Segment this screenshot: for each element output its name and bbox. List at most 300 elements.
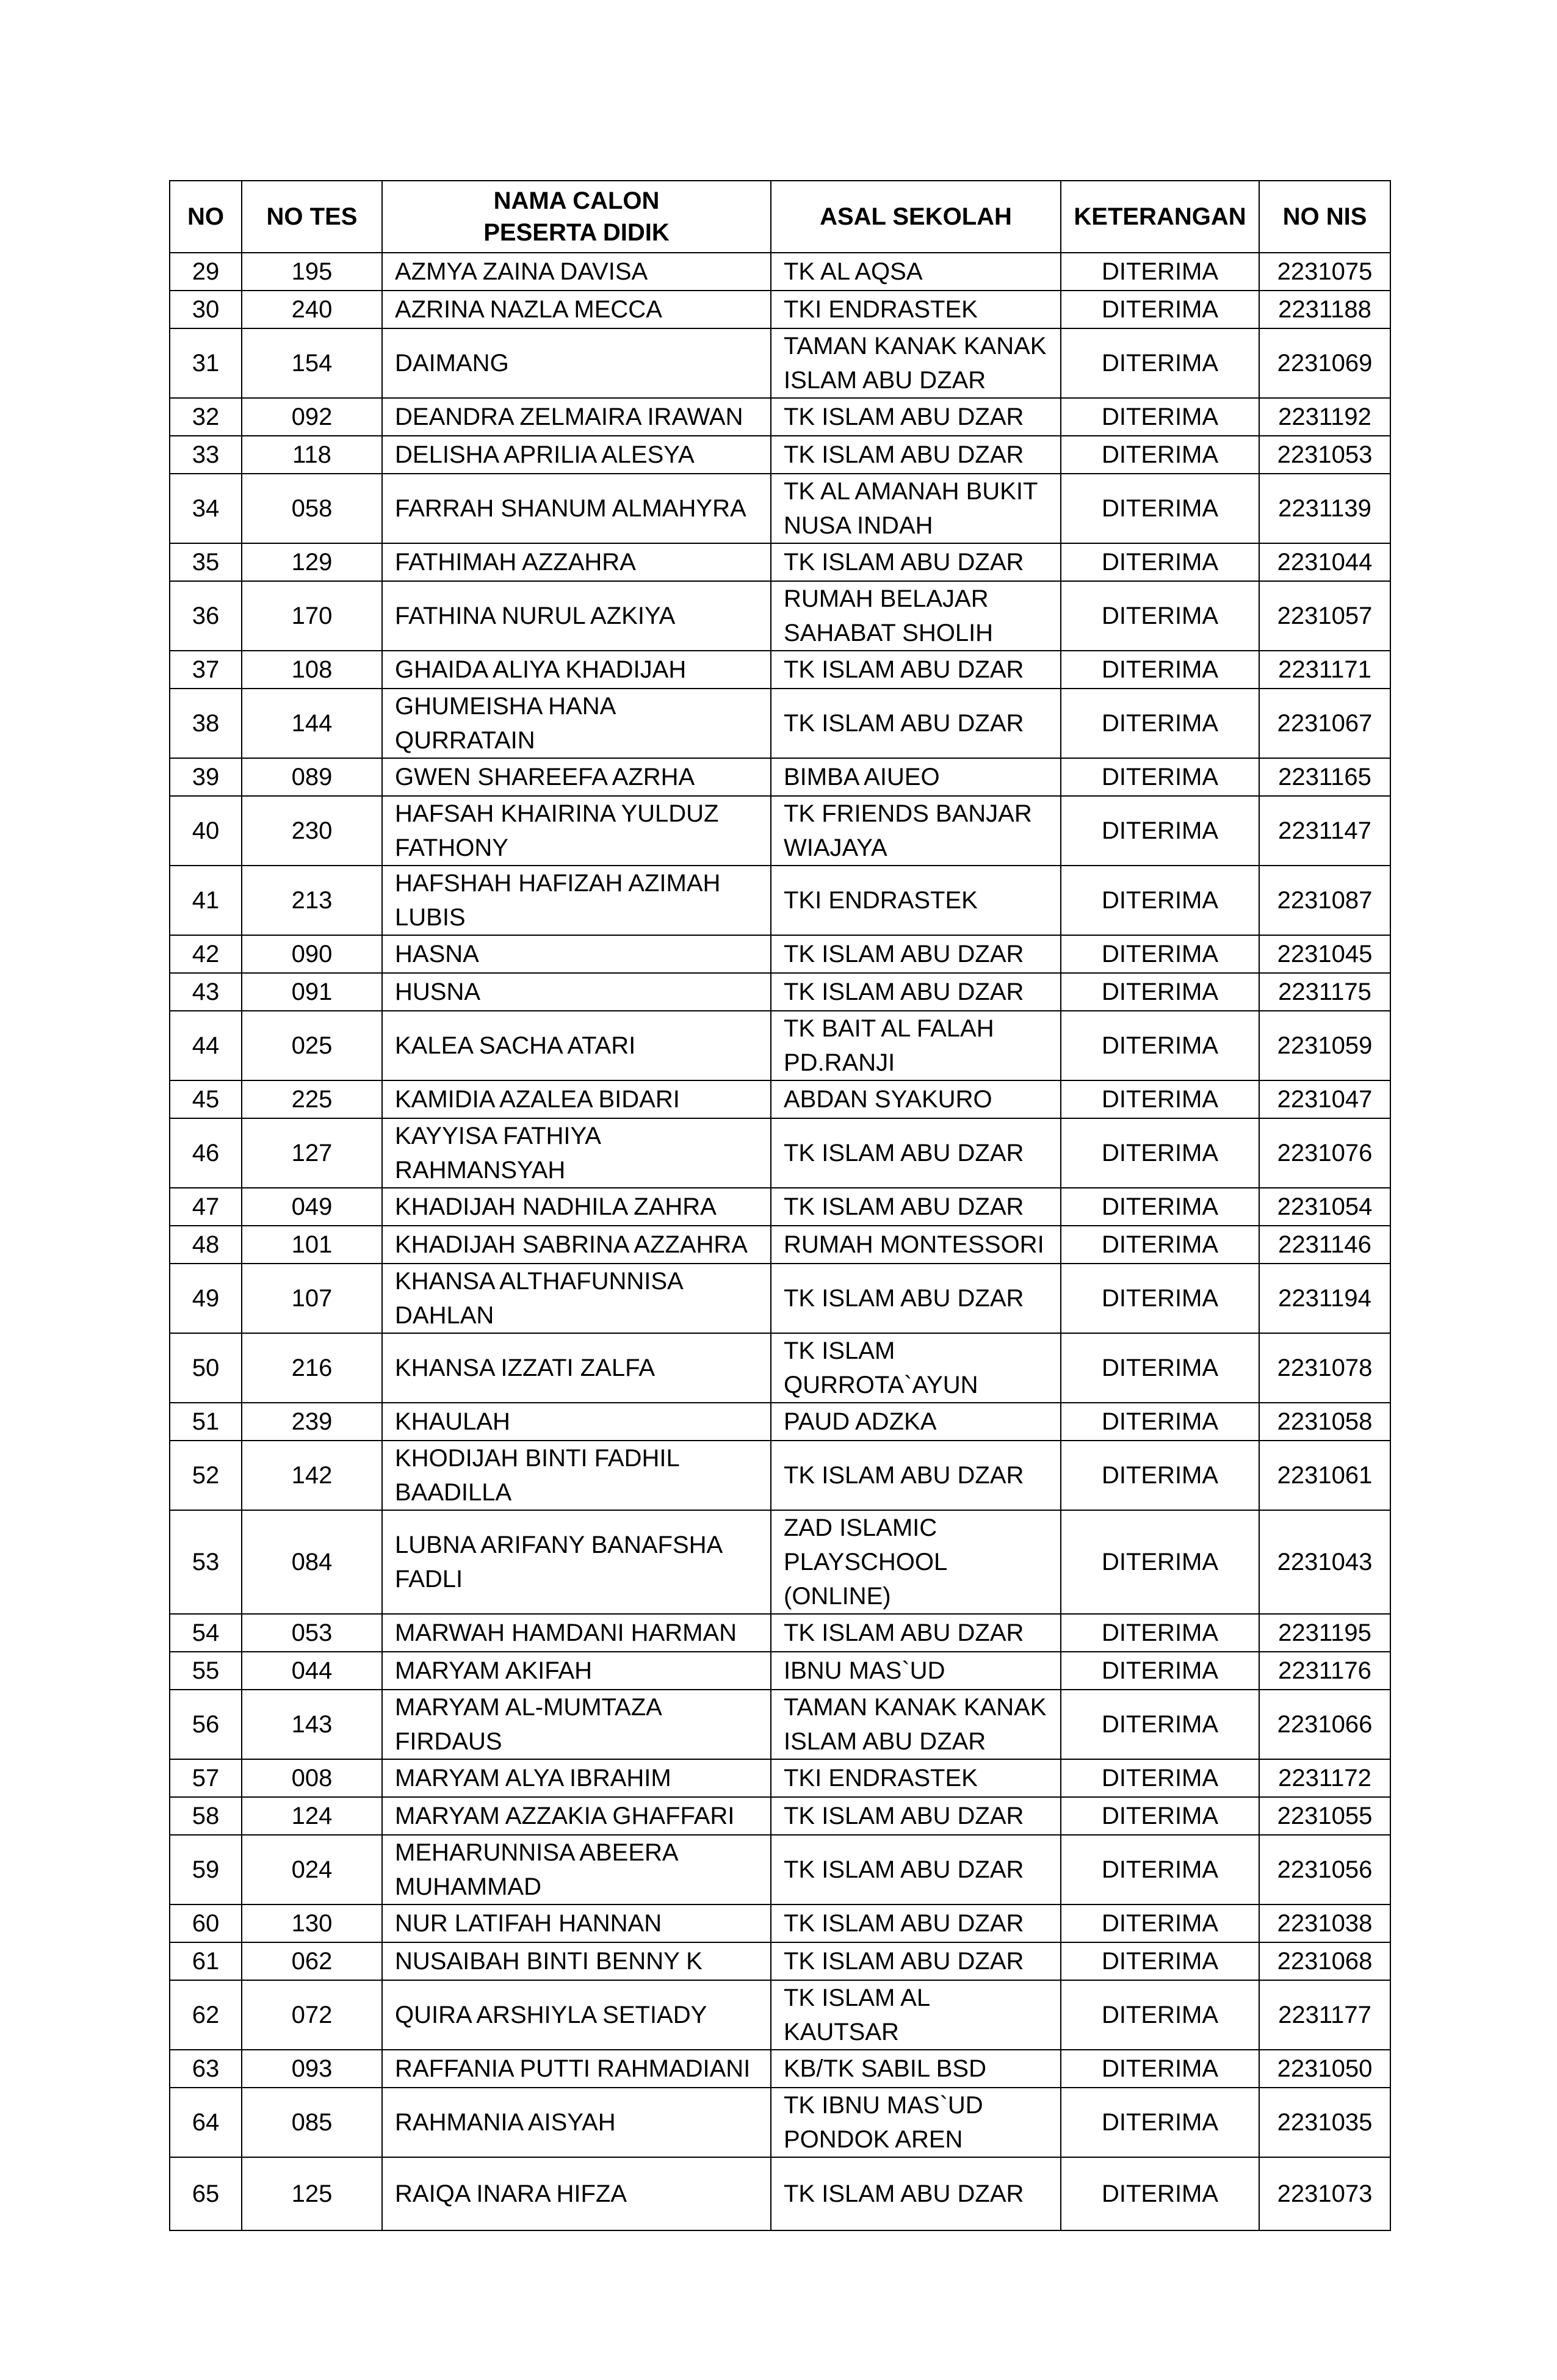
cell-asal-sekolah-line: ABDAN SYAKURO [784, 1086, 992, 1113]
cell-nama-line: FADLI [395, 1566, 463, 1593]
table-row [170, 581, 1390, 651]
cell-asal-sekolah-line: BIMBA AIUEO [784, 764, 940, 790]
cell-asal-sekolah [771, 543, 1061, 581]
cell-no: 45 [170, 1080, 242, 1118]
table-row [170, 973, 1390, 1011]
cell-no: 31 [170, 328, 242, 398]
cell-no-nis: 2231055 [1259, 1797, 1390, 1835]
cell-no-tes: 101 [242, 1226, 382, 1264]
cell-nama-line: AZMYA ZAINA DAVISA [395, 258, 648, 285]
cell-nama [382, 1759, 771, 1797]
cell-nama [382, 1188, 771, 1226]
cell-no-nis: 2231059 [1259, 1011, 1390, 1080]
cell-keterangan: DITERIMA [1061, 1188, 1259, 1226]
table-row [170, 1835, 1390, 1904]
cell-no-tes: 127 [242, 1118, 382, 1188]
cell-no-tes: 240 [242, 291, 382, 328]
cell-asal-sekolah-line: TK ISLAM ABU DZAR [784, 710, 1024, 737]
cell-asal-sekolah [771, 253, 1061, 291]
table-row [170, 436, 1390, 474]
cell-nama [382, 1690, 771, 1759]
cell-asal-sekolah-line: ZAD ISLAMIC [784, 1514, 937, 1541]
cell-nama [382, 1942, 771, 1980]
cell-nama [382, 1980, 771, 2050]
cell-nama-line: KHAULAH [395, 1408, 510, 1435]
cell-no-tes: 154 [242, 328, 382, 398]
cell-no: 52 [170, 1441, 242, 1510]
cell-keterangan: DITERIMA [1061, 935, 1259, 973]
cell-asal-sekolah-line: TK ISLAM ABU DZAR [784, 441, 1024, 468]
cell-no: 63 [170, 2050, 242, 2088]
cell-nama [382, 1011, 771, 1080]
cell-no: 43 [170, 973, 242, 1011]
cell-nama-line: GHAIDA ALIYA KHADIJAH [395, 656, 687, 683]
cell-asal-sekolah [771, 474, 1061, 543]
cell-nama-line: DAHLAN [395, 1302, 494, 1329]
cell-no: 57 [170, 1759, 242, 1797]
cell-nama [382, 1264, 771, 1333]
cell-nama [382, 291, 771, 328]
header-no-tes: NO TES [242, 181, 382, 253]
table-row [170, 2050, 1390, 2088]
cell-nama-line: FATHIMAH AZZAHRA [395, 549, 636, 576]
cell-nama-line: KAYYISA FATHIYA [395, 1123, 601, 1149]
cell-no-nis: 2231188 [1259, 291, 1390, 328]
cell-no-nis: 2231066 [1259, 1690, 1390, 1759]
cell-asal-sekolah-line: QURROTA`AYUN [784, 1372, 978, 1398]
cell-nama-line: KHODIJAH BINTI FADHIL [395, 1445, 680, 1472]
cell-asal-sekolah-line: TK ISLAM [784, 1337, 895, 1364]
cell-no-tes: 216 [242, 1333, 382, 1403]
table-row [170, 1980, 1390, 2050]
cell-no: 59 [170, 1835, 242, 1904]
table-row [170, 398, 1390, 436]
cell-no: 47 [170, 1188, 242, 1226]
cell-no-tes: 118 [242, 436, 382, 474]
cell-no-nis: 2231075 [1259, 253, 1390, 291]
cell-no-nis: 2231056 [1259, 1835, 1390, 1904]
table-row [170, 328, 1390, 398]
cell-asal-sekolah-line: TK ISLAM ABU DZAR [784, 1140, 1024, 1166]
cell-asal-sekolah [771, 1652, 1061, 1690]
cell-no: 62 [170, 1980, 242, 2050]
cell-no-nis: 2231087 [1259, 866, 1390, 935]
table-row [170, 1118, 1390, 1188]
table-row [170, 253, 1390, 291]
cell-asal-sekolah [771, 436, 1061, 474]
cell-asal-sekolah-line: TK ISLAM ABU DZAR [784, 1285, 1024, 1312]
cell-nama [382, 973, 771, 1011]
table-row [170, 796, 1390, 866]
cell-asal-sekolah-line: TK AL AMANAH BUKIT [784, 478, 1038, 505]
cell-asal-sekolah [771, 1118, 1061, 1188]
cell-asal-sekolah-line: TK ISLAM ABU DZAR [784, 1948, 1024, 1975]
cell-keterangan: DITERIMA [1061, 1980, 1259, 2050]
cell-nama [382, 1403, 771, 1441]
cell-nama-line: GWEN SHAREEFA AZRHA [395, 764, 695, 790]
cell-asal-sekolah-line: TAMAN KANAK KANAK [784, 333, 1047, 360]
cell-nama [382, 866, 771, 935]
cell-nama-line: NUR LATIFAH HANNAN [395, 1910, 662, 1937]
cell-asal-sekolah-line: TK ISLAM ABU DZAR [784, 1910, 1024, 1937]
cell-asal-sekolah-line: TK FRIENDS BANJAR [784, 800, 1032, 827]
cell-no: 35 [170, 543, 242, 581]
cell-nama [382, 581, 771, 651]
cell-keterangan: DITERIMA [1061, 1614, 1259, 1652]
cell-asal-sekolah-line: TKI ENDRASTEK [784, 887, 978, 914]
cell-asal-sekolah-line: TK ISLAM ABU DZAR [784, 1856, 1024, 1883]
cell-no-nis: 2231043 [1259, 1510, 1390, 1614]
cell-nama-line: FATHONY [395, 834, 508, 861]
table-row [170, 1403, 1390, 1441]
cell-no: 36 [170, 581, 242, 651]
cell-asal-sekolah-line: TK ISLAM AL KAUTSAR [784, 1984, 930, 2045]
cell-asal-sekolah [771, 1510, 1061, 1614]
table-row [170, 1904, 1390, 1942]
cell-asal-sekolah [771, 973, 1061, 1011]
cell-no-tes: 093 [242, 2050, 382, 2088]
table-row [170, 651, 1390, 689]
cell-nama-line: HAFSAH KHAIRINA YULDUZ [395, 800, 719, 827]
cell-no: 29 [170, 253, 242, 291]
cell-no: 41 [170, 866, 242, 935]
cell-keterangan: DITERIMA [1061, 581, 1259, 651]
cell-keterangan: DITERIMA [1061, 1011, 1259, 1080]
cell-nama-line: MARYAM AKIFAH [395, 1657, 593, 1684]
cell-nama-line: RAFFANIA PUTTI RAHMADIANI [395, 2055, 751, 2082]
table-row [170, 1264, 1390, 1333]
cell-no-nis: 2231054 [1259, 1188, 1390, 1226]
table-row [170, 474, 1390, 543]
cell-keterangan: DITERIMA [1061, 1904, 1259, 1942]
cell-no: 50 [170, 1333, 242, 1403]
cell-nama-line: DELISHA APRILIA ALESYA [395, 441, 695, 468]
cell-asal-sekolah [771, 1403, 1061, 1441]
cell-nama [382, 1226, 771, 1264]
admission-results-table [169, 180, 1391, 2231]
cell-nama-line: DEANDRA ZELMAIRA IRAWAN [395, 403, 743, 430]
table-row [170, 1226, 1390, 1264]
cell-no: 48 [170, 1226, 242, 1264]
cell-no-tes: 107 [242, 1264, 382, 1333]
cell-keterangan: DITERIMA [1061, 436, 1259, 474]
cell-asal-sekolah [771, 1333, 1061, 1403]
cell-nama [382, 2050, 771, 2088]
cell-asal-sekolah-line: RUMAH BELAJAR [784, 585, 989, 612]
cell-keterangan: DITERIMA [1061, 1441, 1259, 1510]
cell-asal-sekolah-line: TK ISLAM ABU DZAR [784, 1193, 1024, 1220]
cell-keterangan: DITERIMA [1061, 1510, 1259, 1614]
cell-no-nis: 2231076 [1259, 1118, 1390, 1188]
cell-asal-sekolah-line: TK AL AQSA [784, 258, 923, 285]
cell-no-nis: 2231176 [1259, 1652, 1390, 1690]
cell-asal-sekolah [771, 1942, 1061, 1980]
cell-asal-sekolah [771, 866, 1061, 935]
cell-keterangan: DITERIMA [1061, 973, 1259, 1011]
cell-keterangan: DITERIMA [1061, 1797, 1259, 1835]
cell-no-nis: 2231073 [1259, 2157, 1390, 2230]
cell-keterangan: DITERIMA [1061, 2157, 1259, 2230]
cell-no-tes: 170 [242, 581, 382, 651]
table-row [170, 1510, 1390, 1614]
cell-no-tes: 230 [242, 796, 382, 866]
cell-nama-line: FARRAH SHANUM ALMAHYRA [395, 495, 746, 522]
cell-no-nis: 2231078 [1259, 1333, 1390, 1403]
cell-nama [382, 2088, 771, 2157]
cell-asal-sekolah-line: WIAJAYA [784, 834, 887, 861]
cell-asal-sekolah [771, 651, 1061, 689]
cell-keterangan: DITERIMA [1061, 543, 1259, 581]
cell-keterangan: DITERIMA [1061, 1333, 1259, 1403]
cell-no-tes: 053 [242, 1614, 382, 1652]
cell-nama [382, 543, 771, 581]
header-keterangan: KETERANGAN [1061, 181, 1259, 253]
cell-asal-sekolah-line: TK BAIT AL FALAH [784, 1015, 994, 1042]
cell-no-nis: 2231177 [1259, 1980, 1390, 2050]
cell-asal-sekolah [771, 398, 1061, 436]
table-row [170, 1942, 1390, 1980]
cell-no-tes: 049 [242, 1188, 382, 1226]
cell-keterangan: DITERIMA [1061, 1759, 1259, 1797]
cell-keterangan: DITERIMA [1061, 1264, 1259, 1333]
cell-keterangan: DITERIMA [1061, 1942, 1259, 1980]
cell-nama [382, 1904, 771, 1942]
cell-nama [382, 474, 771, 543]
cell-asal-sekolah-line: TK ISLAM ABU DZAR [784, 978, 1024, 1005]
cell-asal-sekolah [771, 1441, 1061, 1510]
cell-keterangan: DITERIMA [1061, 2088, 1259, 2157]
table-row [170, 689, 1390, 758]
cell-nama-line: QUIRA ARSHIYLA SETIADY [395, 2002, 707, 2028]
cell-nama-line: MUHAMMAD [395, 1873, 541, 1900]
table-row [170, 1614, 1390, 1652]
cell-nama-line: BAADILLA [395, 1479, 512, 1506]
cell-nama-line: MARYAM AL-MUMTAZA [395, 1694, 662, 1721]
cell-asal-sekolah-line: TK ISLAM ABU DZAR [784, 1462, 1024, 1489]
cell-no-nis: 2231053 [1259, 436, 1390, 474]
cell-nama-line: QURRATAIN [395, 727, 535, 754]
cell-no-nis: 2231068 [1259, 1942, 1390, 1980]
cell-no: 64 [170, 2088, 242, 2157]
cell-no-nis: 2231035 [1259, 2088, 1390, 2157]
cell-asal-sekolah [771, 1226, 1061, 1264]
cell-no-tes: 129 [242, 543, 382, 581]
cell-no-tes: 025 [242, 1011, 382, 1080]
cell-no: 42 [170, 935, 242, 973]
table-header-row [170, 181, 1390, 253]
cell-asal-sekolah-line: SAHABAT SHOLIH [784, 620, 994, 646]
cell-asal-sekolah-line: TK ISLAM ABU DZAR [784, 941, 1024, 968]
cell-nama [382, 1333, 771, 1403]
cell-nama [382, 436, 771, 474]
cell-no-nis: 2231069 [1259, 328, 1390, 398]
cell-no: 38 [170, 689, 242, 758]
cell-no: 37 [170, 651, 242, 689]
cell-nama [382, 398, 771, 436]
cell-asal-sekolah [771, 1080, 1061, 1118]
cell-keterangan: DITERIMA [1061, 398, 1259, 436]
cell-no-nis: 2231165 [1259, 758, 1390, 796]
cell-nama [382, 2157, 771, 2230]
cell-no: 44 [170, 1011, 242, 1080]
cell-asal-sekolah-line: PONDOK AREN [784, 2126, 963, 2153]
cell-asal-sekolah [771, 1264, 1061, 1333]
table-row [170, 935, 1390, 973]
cell-no-tes: 213 [242, 866, 382, 935]
cell-asal-sekolah [771, 1188, 1061, 1226]
cell-keterangan: DITERIMA [1061, 328, 1259, 398]
cell-no-nis: 2231057 [1259, 581, 1390, 651]
cell-no: 58 [170, 1797, 242, 1835]
cell-no: 34 [170, 474, 242, 543]
cell-no: 33 [170, 436, 242, 474]
cell-nama-line: KAMIDIA AZALEA BIDARI [395, 1086, 680, 1113]
cell-nama [382, 1652, 771, 1690]
cell-nama-line: DAIMANG [395, 350, 509, 377]
cell-nama [382, 1118, 771, 1188]
cell-no-tes: 091 [242, 973, 382, 1011]
cell-no-tes: 143 [242, 1690, 382, 1759]
cell-nama-line: RAHMANIA AISYAH [395, 2109, 616, 2136]
cell-keterangan: DITERIMA [1061, 866, 1259, 935]
table-row [170, 1797, 1390, 1835]
cell-asal-sekolah [771, 581, 1061, 651]
cell-no-tes: 144 [242, 689, 382, 758]
cell-asal-sekolah-line: NUSA INDAH [784, 512, 933, 539]
header-no: NO [170, 181, 242, 253]
cell-nama-line: KALEA SACHA ATARI [395, 1032, 636, 1059]
cell-no: 55 [170, 1652, 242, 1690]
cell-keterangan: DITERIMA [1061, 474, 1259, 543]
table-row [170, 1333, 1390, 1403]
header-nama-line2: PESERTA DIDIK [483, 219, 670, 246]
header-asal-sekolah: ASAL SEKOLAH [771, 181, 1061, 253]
cell-nama [382, 328, 771, 398]
cell-no: 46 [170, 1118, 242, 1188]
table-row [170, 2157, 1390, 2230]
cell-no-tes: 062 [242, 1942, 382, 1980]
cell-keterangan: DITERIMA [1061, 1118, 1259, 1188]
cell-nama [382, 1080, 771, 1118]
cell-no-nis: 2231172 [1259, 1759, 1390, 1797]
cell-no-tes: 142 [242, 1441, 382, 1510]
cell-nama-line: MARYAM ALYA IBRAHIM [395, 1765, 671, 1792]
cell-asal-sekolah-line: ISLAM ABU DZAR [784, 367, 986, 394]
table-row [170, 543, 1390, 581]
cell-nama-line: LUBNA ARIFANY BANAFSHA [395, 1532, 723, 1558]
cell-asal-sekolah-line: RUMAH MONTESSORI [784, 1231, 1044, 1258]
cell-no-tes: 239 [242, 1403, 382, 1441]
cell-no-tes: 058 [242, 474, 382, 543]
cell-keterangan: DITERIMA [1061, 1835, 1259, 1904]
cell-no-tes: 084 [242, 1510, 382, 1614]
cell-keterangan: DITERIMA [1061, 291, 1259, 328]
header-nama-line1: NAMA CALON [493, 187, 660, 214]
cell-keterangan: DITERIMA [1061, 651, 1259, 689]
cell-keterangan: DITERIMA [1061, 689, 1259, 758]
cell-asal-sekolah [771, 291, 1061, 328]
cell-asal-sekolah-line: TAMAN KANAK KANAK [784, 1694, 1047, 1721]
cell-nama [382, 689, 771, 758]
cell-no: 61 [170, 1942, 242, 1980]
cell-no-nis: 2231061 [1259, 1441, 1390, 1510]
cell-asal-sekolah-line: IBNU MAS`UD [784, 1657, 945, 1684]
table-row [170, 1011, 1390, 1080]
cell-asal-sekolah [771, 1904, 1061, 1942]
cell-no-tes: 024 [242, 1835, 382, 1904]
cell-nama-line: HAFSHAH HAFIZAH AZIMAH [395, 870, 721, 897]
cell-asal-sekolah-line: TK ISLAM ABU DZAR [784, 1803, 1024, 1829]
cell-no-tes: 108 [242, 651, 382, 689]
cell-no-nis: 2231171 [1259, 651, 1390, 689]
cell-nama [382, 651, 771, 689]
cell-asal-sekolah [771, 328, 1061, 398]
cell-no-tes: 195 [242, 253, 382, 291]
cell-no-tes: 072 [242, 1980, 382, 2050]
cell-asal-sekolah [771, 1980, 1061, 2050]
cell-nama-line: KHANSA IZZATI ZALFA [395, 1355, 656, 1381]
header-no-nis: NO NIS [1259, 181, 1390, 253]
cell-asal-sekolah [771, 1797, 1061, 1835]
table-row [170, 291, 1390, 328]
table-row [170, 2088, 1390, 2157]
cell-no-nis: 2231067 [1259, 689, 1390, 758]
cell-no-nis: 2231050 [1259, 2050, 1390, 2088]
cell-nama-line: FATHINA NURUL AZKIYA [395, 602, 676, 629]
cell-asal-sekolah [771, 1759, 1061, 1797]
cell-keterangan: DITERIMA [1061, 1652, 1259, 1690]
cell-asal-sekolah-line: PD.RANJI [784, 1049, 895, 1076]
cell-nama [382, 1510, 771, 1614]
cell-nama-line: KHADIJAH SABRINA AZZAHRA [395, 1231, 748, 1258]
cell-asal-sekolah [771, 1835, 1061, 1904]
cell-keterangan: DITERIMA [1061, 758, 1259, 796]
table-row [170, 1759, 1390, 1797]
cell-asal-sekolah [771, 1011, 1061, 1080]
cell-nama [382, 1614, 771, 1652]
cell-no-nis: 2231195 [1259, 1614, 1390, 1652]
cell-asal-sekolah [771, 2157, 1061, 2230]
header-nama-calon [382, 181, 771, 253]
cell-no: 51 [170, 1403, 242, 1441]
cell-nama-line: KHANSA ALTHAFUNNISA [395, 1268, 684, 1295]
cell-asal-sekolah [771, 758, 1061, 796]
cell-asal-sekolah [771, 935, 1061, 973]
cell-nama [382, 1835, 771, 1904]
cell-asal-sekolah-line: TK ISLAM ABU DZAR [784, 1619, 1024, 1646]
cell-asal-sekolah-line: TKI ENDRASTEK [784, 1765, 978, 1792]
cell-nama-line: KHADIJAH NADHILA ZAHRA [395, 1193, 717, 1220]
cell-no-nis: 2231194 [1259, 1264, 1390, 1333]
cell-no-nis: 2231146 [1259, 1226, 1390, 1264]
cell-no-nis: 2231058 [1259, 1403, 1390, 1441]
cell-no: 54 [170, 1614, 242, 1652]
cell-asal-sekolah-line: TK ISLAM ABU DZAR [784, 656, 1024, 683]
cell-no-nis: 2231045 [1259, 935, 1390, 973]
cell-nama [382, 253, 771, 291]
cell-no: 65 [170, 2157, 242, 2230]
cell-asal-sekolah [771, 2050, 1061, 2088]
cell-asal-sekolah-line: ISLAM ABU DZAR [784, 1728, 986, 1755]
cell-keterangan: DITERIMA [1061, 253, 1259, 291]
cell-no: 40 [170, 796, 242, 866]
cell-nama-line: RAHMANSYAH [395, 1157, 566, 1184]
cell-keterangan: DITERIMA [1061, 796, 1259, 866]
cell-no-nis: 2231147 [1259, 796, 1390, 866]
cell-asal-sekolah [771, 1690, 1061, 1759]
cell-nama-line: NUSAIBAH BINTI BENNY K [395, 1948, 703, 1975]
cell-asal-sekolah-line: PAUD ADZKA [784, 1408, 937, 1435]
